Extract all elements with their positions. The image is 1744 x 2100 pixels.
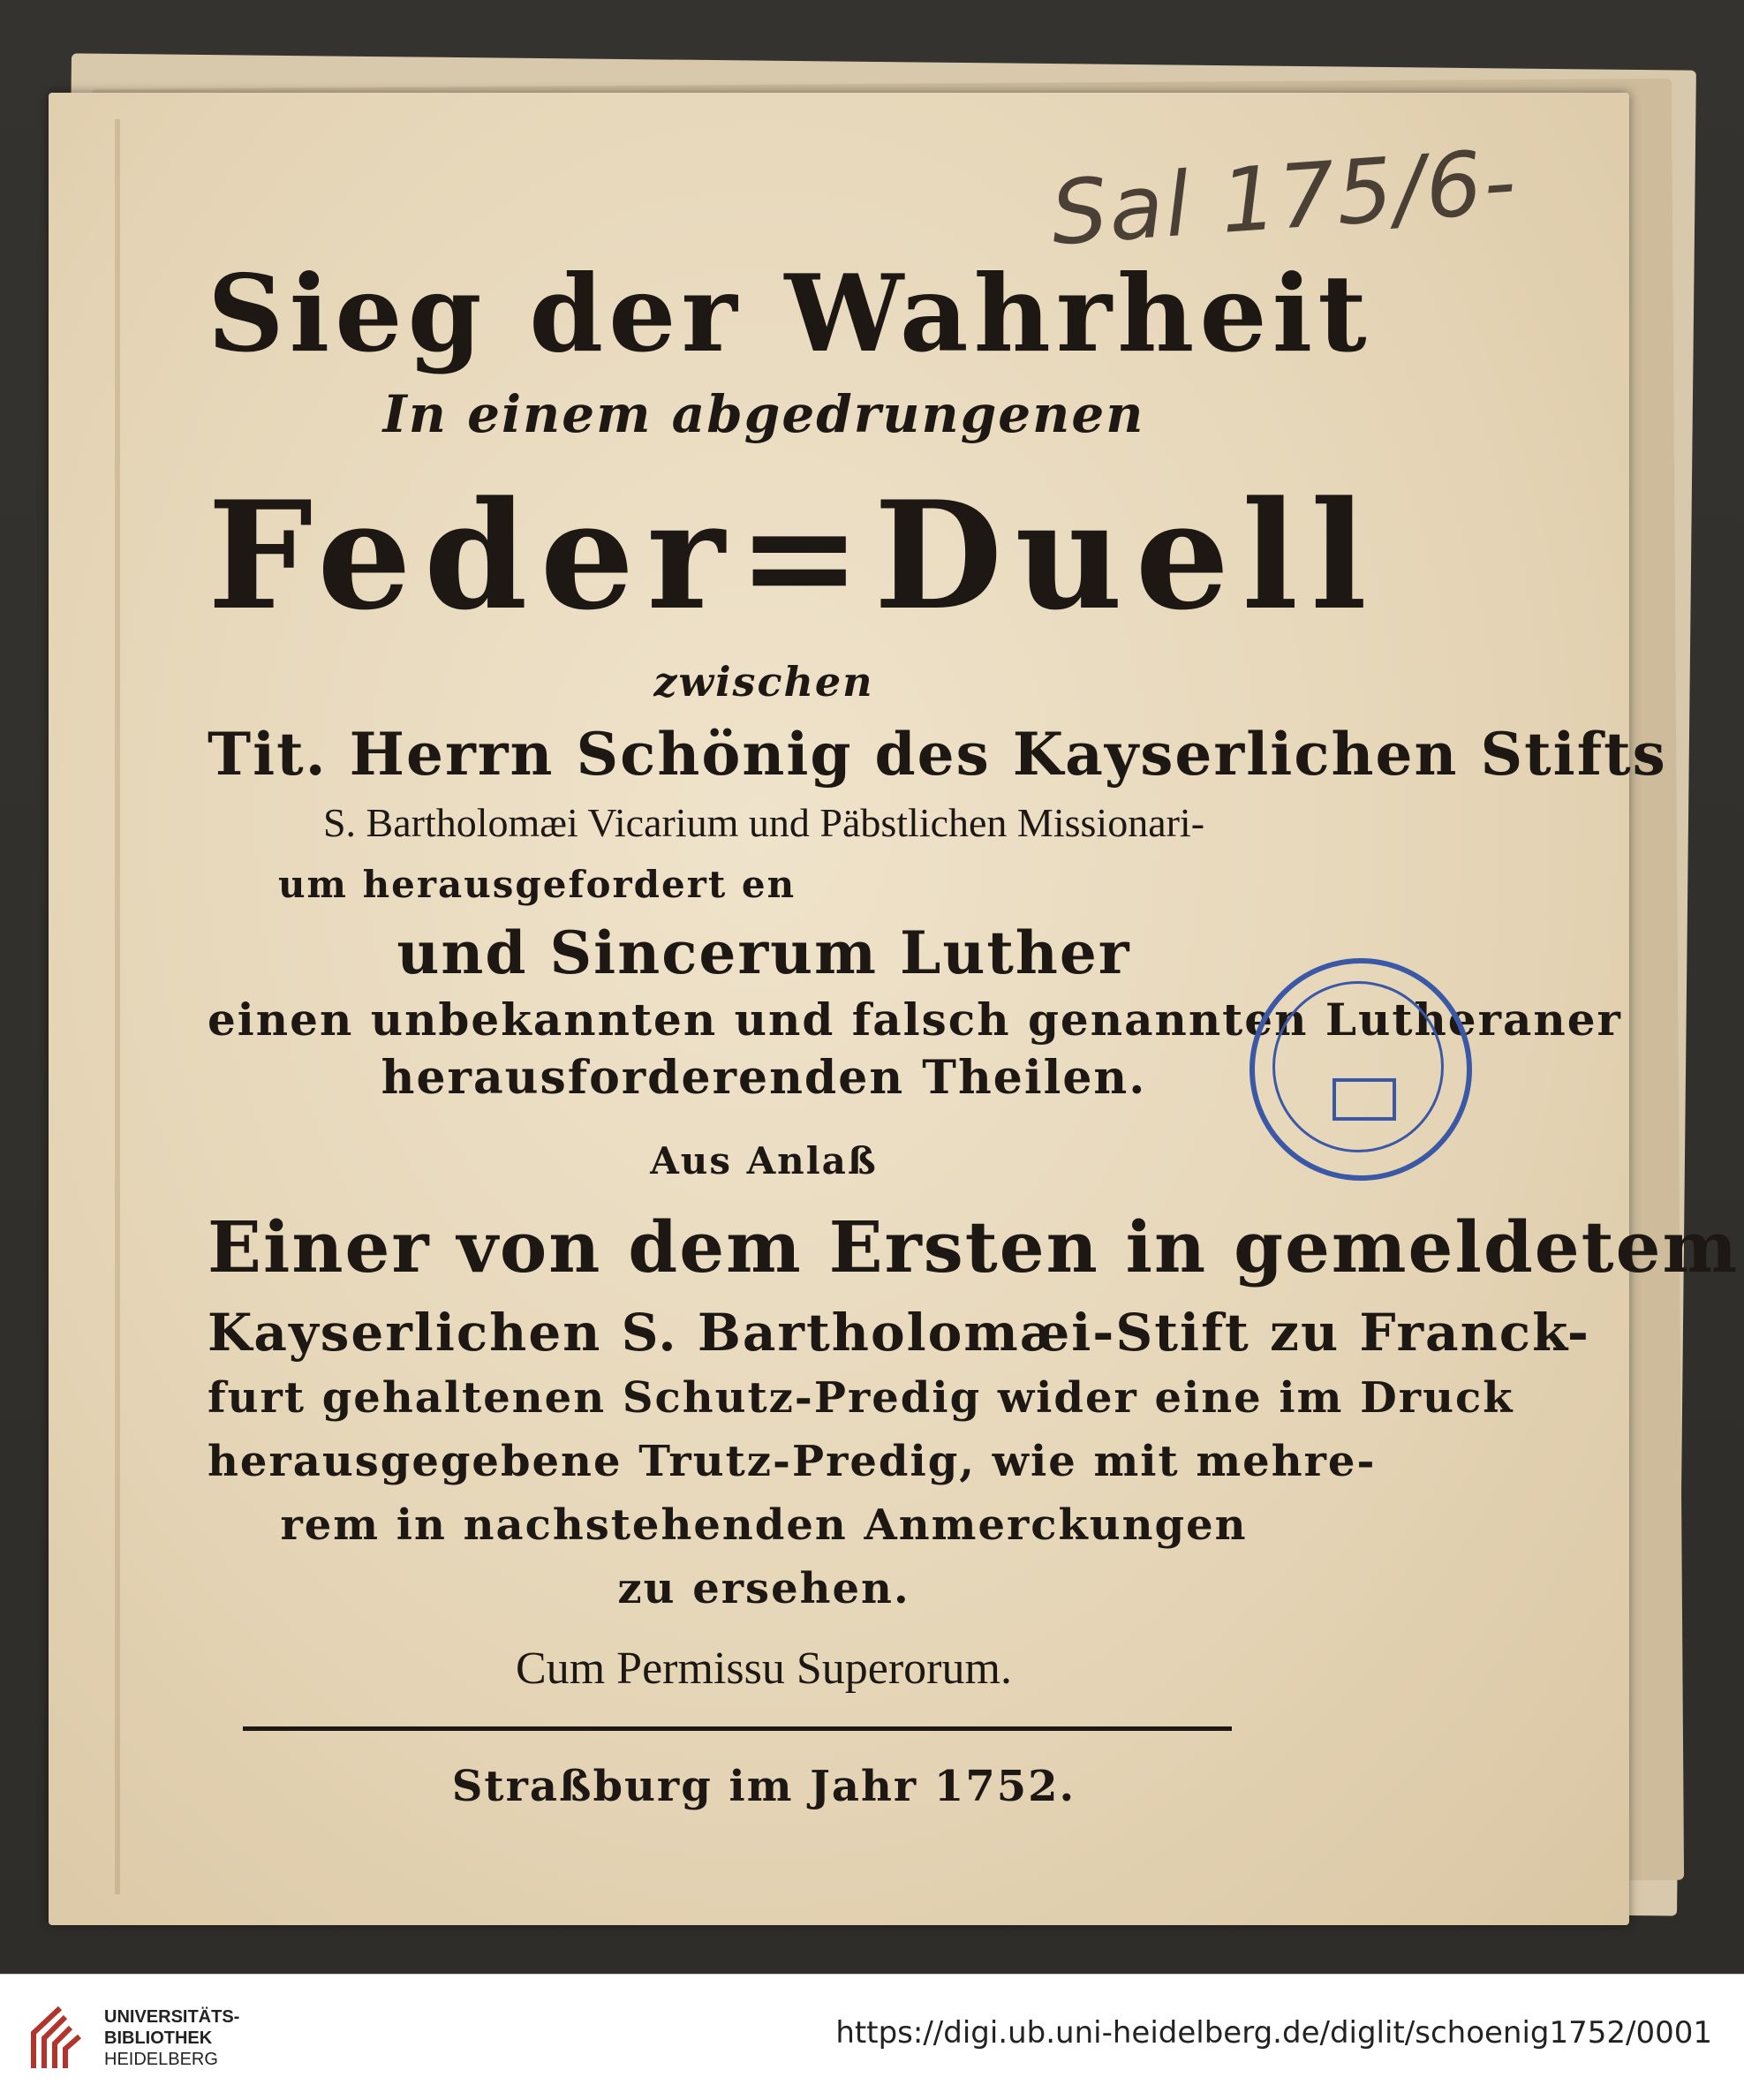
text-line-einer: Einer von dem Ersten in gemeldetem bbox=[208, 1205, 1740, 1288]
text-line-tit: Tit. Herrn Schönig des Kayserlichen Stifts bbox=[208, 720, 1667, 789]
text-line-und: und Sincerum Luther bbox=[396, 918, 1131, 987]
library-stamp bbox=[1249, 958, 1472, 1181]
horizontal-rule bbox=[243, 1726, 1232, 1731]
document-url[interactable]: https://digi.ub.uni-heidelberg.de/diglit/schoenig1752/0001 bbox=[835, 2015, 1712, 2051]
logo-line-1: UNIVERSITÄTS- bbox=[104, 2007, 240, 2027]
text-between: zwischen bbox=[653, 658, 874, 706]
title-page bbox=[49, 93, 1740, 1925]
main-title: Sieg der Wahrheit bbox=[208, 252, 1372, 376]
university-library-logo-icon[interactable] bbox=[25, 1998, 95, 2077]
text-line-einen: einen unbekannten und falsch genannten Lutheraner bbox=[208, 993, 1622, 1046]
text-line-furt: furt gehaltenen Schutz-Predig wider eine im Druck bbox=[208, 1373, 1514, 1423]
footer-bar bbox=[0, 1974, 1744, 2100]
pencil-shelfmark: Sal 175/6- bbox=[1047, 129, 1521, 266]
text-line-aus-anlass: Aus Anlaß bbox=[650, 1139, 878, 1182]
text-line-kayserlichen: Kayserlichen S. Bartholomæi-Stift zu Franck- bbox=[208, 1303, 1591, 1363]
text-line-zu-ersehen: zu ersehen. bbox=[617, 1564, 910, 1613]
logo-line-3: HEIDELBERG bbox=[104, 2050, 218, 2069]
text-line-herausforderenden: herausforderenden Theilen. bbox=[381, 1051, 1147, 1105]
subtitle: In einem abgedrungenen bbox=[382, 384, 1145, 444]
text-line-herausgegebene: herausgegebene Trutz-Predig, wie mit mehre- bbox=[208, 1437, 1377, 1486]
text-line-bartholomaei: S. Bartholomæi Vicarium und Päbstlichen Missionari- bbox=[322, 800, 1205, 845]
imprint-place-year: Straßburg im Jahr 1752. bbox=[451, 1762, 1076, 1811]
text-line-cum-permissu: Cum Permissu Superorum. bbox=[516, 1643, 1012, 1694]
stamp-seal-icon bbox=[1333, 1078, 1396, 1121]
text-line-rem: rem in nachstehenden Anmerckungen bbox=[280, 1500, 1248, 1550]
main-title-2: Feder=Duell bbox=[208, 468, 1379, 643]
logo-line-2: BIBLIOTHEK bbox=[104, 2028, 213, 2048]
logo-text bbox=[104, 2006, 239, 2070]
text-line-um: um herausgefordert en bbox=[278, 863, 797, 906]
